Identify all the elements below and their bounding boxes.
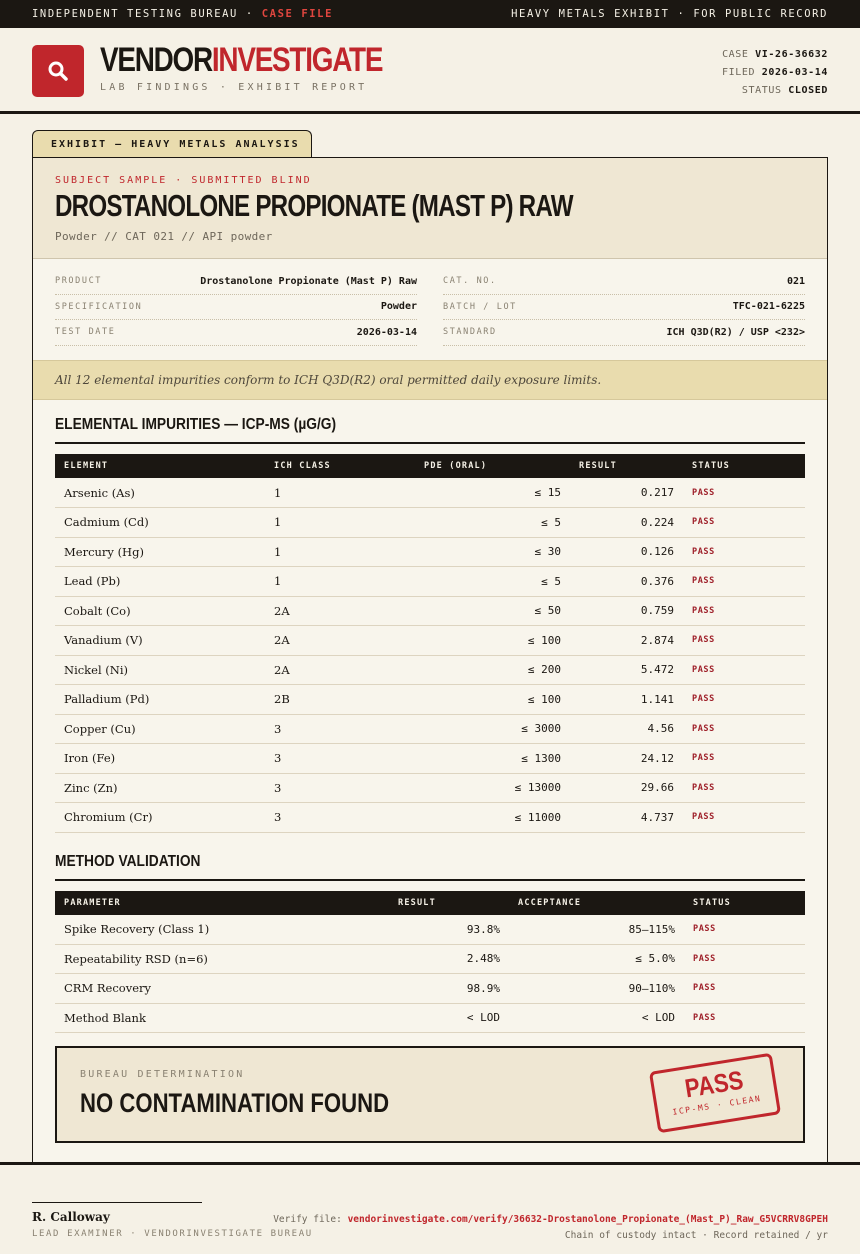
spec-row: [55, 295, 417, 321]
ich-class-cell: 2B: [265, 685, 415, 715]
pde-cell: ≤ 1300: [415, 744, 570, 774]
pde-cell: ≤ 11000: [415, 803, 570, 833]
ich-class-cell: 1: [265, 567, 415, 597]
status-badge: PASS: [683, 626, 805, 656]
element-cell: Palladium (Pd): [55, 685, 265, 715]
col-val-result: RESULT: [398, 897, 436, 908]
impurity-row: [55, 685, 805, 715]
status-badge: PASS: [684, 1003, 805, 1033]
determination-label: BUREAU DETERMINATION: [80, 1069, 245, 1080]
spec-row: [443, 320, 805, 346]
result-cell: 29.66: [570, 773, 683, 803]
examiner-name: R. Calloway: [32, 1210, 110, 1224]
pde-cell: ≤ 13000: [415, 773, 570, 803]
spec-row: [443, 295, 805, 321]
result-cell: 1.141: [570, 685, 683, 715]
spec-value: 2026-03-14: [356, 326, 417, 338]
element-cell: Mercury (Hg): [55, 537, 265, 567]
result-cell: 0.217: [570, 478, 683, 508]
pde-cell: ≤ 100: [415, 685, 570, 715]
spec-key: CAT. NO.: [443, 276, 497, 287]
impurity-row: [55, 537, 805, 567]
impurity-row: [55, 655, 805, 685]
ich-class-cell: 1: [265, 537, 415, 567]
status-badge: PASS: [683, 685, 805, 715]
status-badge: PASS: [683, 773, 805, 803]
logo: [32, 45, 84, 97]
footer: [0, 1162, 860, 1254]
col-result: RESULT: [579, 461, 617, 471]
pde-cell: ≤ 5: [415, 508, 570, 538]
result-cell: 4.737: [570, 803, 683, 833]
magnifier-icon: [46, 59, 70, 83]
col-pde: PDE (ORAL): [424, 461, 488, 471]
brand-subtitle: LAB FINDINGS · EXHIBIT REPORT: [100, 82, 368, 93]
top-bar-right: HEAVY METALS EXHIBIT · FOR PUBLIC RECORD: [511, 8, 828, 20]
impurity-row: [55, 478, 805, 508]
validation-title: METHOD VALIDATION: [55, 853, 805, 881]
spec-value: TFC-021-6225: [732, 301, 805, 313]
pde-cell: ≤ 100: [415, 626, 570, 656]
impurity-row: [55, 803, 805, 833]
val-result-cell: < LOD: [389, 1003, 509, 1033]
col-element: ELEMENT: [64, 461, 109, 471]
element-cell: Nickel (Ni): [55, 655, 265, 685]
verify-link[interactable]: vendorinvestigate.com/verify/36632-Drostanolone_Propionate_(Mast_P)_Raw_G5VCRRV8GPEH: [347, 1214, 828, 1225]
acceptance-cell: 90–110%: [509, 974, 684, 1004]
product-title: DROSTANOLONE PROPIONATE (MAST P) RAW: [55, 188, 573, 223]
col-status: STATUS: [692, 461, 730, 471]
result-cell: 24.12: [570, 744, 683, 774]
spec-row: [55, 320, 417, 346]
impurity-row: [55, 567, 805, 597]
col-val-status: STATUS: [693, 897, 731, 908]
spec-row: [55, 269, 417, 295]
spec-key: PRODUCT: [55, 276, 103, 287]
element-cell: Arsenic (As): [55, 478, 265, 508]
status-badge: PASS: [683, 655, 805, 685]
bureau-determination: [55, 1046, 805, 1143]
impurity-row: [55, 744, 805, 774]
element-cell: Lead (Pb): [55, 567, 265, 597]
result-cell: 0.759: [570, 596, 683, 626]
spec-column-left: [55, 269, 417, 348]
pde-cell: ≤ 200: [415, 655, 570, 685]
impurity-row: [55, 596, 805, 626]
ich-class-cell: 2A: [265, 655, 415, 685]
product-description: Powder // CAT 021 // API powder: [55, 230, 273, 243]
exhibit-panel: [32, 157, 828, 1162]
status-badge: PASS: [683, 714, 805, 744]
spec-value: 021: [786, 275, 805, 287]
header: [0, 28, 860, 114]
stamp-sub: ICP-MS · CLEAN: [671, 1093, 763, 1117]
val-result-cell: 93.8%: [389, 915, 509, 945]
col-ich-class: ICH CLASS: [274, 461, 331, 471]
val-result-cell: 98.9%: [389, 974, 509, 1004]
spec-column-right: [443, 269, 805, 348]
ich-class-cell: 2A: [265, 626, 415, 656]
parameter-cell: Repeatability RSD (n=6): [55, 944, 389, 974]
examiner-role: LEAD EXAMINER · VENDORINVESTIGATE BUREAU: [32, 1229, 313, 1239]
spec-key: STANDARD: [443, 327, 497, 338]
ich-class-cell: 3: [265, 744, 415, 774]
result-cell: 0.376: [570, 567, 683, 597]
brand-name: [100, 42, 382, 78]
col-acceptance: ACCEPTANCE: [518, 897, 582, 908]
element-cell: Zinc (Zn): [55, 773, 265, 803]
subject-sample: [33, 158, 827, 259]
status-badge: PASS: [683, 567, 805, 597]
conformance-note: All 12 elemental impurities conform to ICH Q3D(R2) oral permitted daily exposure limits.: [33, 360, 827, 400]
status-badge: PASS: [683, 508, 805, 538]
validation-row: [55, 974, 805, 1004]
verify-block: [273, 1212, 828, 1244]
parameter-cell: Spike Recovery (Class 1): [55, 915, 389, 945]
status-badge: PASS: [684, 974, 805, 1004]
stamp-main: PASS: [682, 1064, 745, 1104]
status-badge: PASS: [683, 744, 805, 774]
ich-class-cell: 3: [265, 803, 415, 833]
col-parameter: PARAMETER: [64, 897, 121, 908]
impurities-table: [55, 454, 805, 833]
ich-class-cell: 1: [265, 478, 415, 508]
element-cell: Vanadium (V): [55, 626, 265, 656]
spec-value: Powder: [380, 301, 417, 313]
element-cell: Copper (Cu): [55, 714, 265, 744]
validation-row: [55, 915, 805, 945]
verify-label: Verify file:: [273, 1214, 342, 1225]
custody-note: Chain of custody intact · Record retained / yr: [564, 1230, 828, 1241]
status-badge: PASS: [683, 596, 805, 626]
ich-class-cell: 3: [265, 714, 415, 744]
brand-part-vendor: VENDOR: [100, 41, 212, 79]
acceptance-cell: ≤ 5.0%: [509, 944, 684, 974]
case-meta: [722, 46, 828, 100]
impurity-row: [55, 626, 805, 656]
acceptance-cell: < LOD: [509, 1003, 684, 1033]
determination-value: NO CONTAMINATION FOUND: [80, 1088, 390, 1118]
element-cell: Chromium (Cr): [55, 803, 265, 833]
status-badge: PASS: [683, 803, 805, 833]
pde-cell: ≤ 5: [415, 567, 570, 597]
status-badge: PASS: [684, 915, 805, 945]
status-badge: PASS: [683, 478, 805, 508]
top-bar: [0, 0, 860, 28]
impurity-row: [55, 773, 805, 803]
spec-value: ICH Q3D(R2) / USP <232>: [666, 326, 805, 338]
case-status: STATUS CLOSED: [741, 85, 828, 96]
spec-key: BATCH / LOT: [443, 301, 517, 312]
pde-cell: ≤ 50: [415, 596, 570, 626]
ich-class-cell: 1: [265, 508, 415, 538]
result-cell: 5.472: [570, 655, 683, 685]
exhibit-tab: EXHIBIT — HEAVY METALS ANALYSIS: [32, 130, 312, 158]
ich-class-cell: 3: [265, 773, 415, 803]
val-result-cell: 2.48%: [389, 944, 509, 974]
subject-kicker: SUBJECT SAMPLE · SUBMITTED BLIND: [55, 175, 312, 186]
signature-line: [32, 1202, 202, 1203]
impurity-row: [55, 714, 805, 744]
impurities-header-row: [55, 454, 805, 478]
impurity-row: [55, 508, 805, 538]
top-bar-left: [32, 8, 333, 20]
spec-row: [443, 269, 805, 295]
spec-key: SPECIFICATION: [55, 301, 143, 312]
spec-value: Drostanolone Propionate (Mast P) Raw: [200, 275, 417, 287]
result-cell: 0.126: [570, 537, 683, 567]
ich-class-cell: 2A: [265, 596, 415, 626]
pde-cell: ≤ 30: [415, 537, 570, 567]
impurities-section: [33, 416, 827, 1033]
pde-cell: ≤ 3000: [415, 714, 570, 744]
impurities-title: ELEMENTAL IMPURITIES — ICP-MS (µG/G): [55, 416, 805, 444]
result-cell: 4.56: [570, 714, 683, 744]
brand-part-investigate: INVESTIGATE: [211, 41, 383, 79]
filed-date: FILED 2026-03-14: [722, 67, 828, 78]
acceptance-cell: 85–115%: [509, 915, 684, 945]
bureau-label: INDEPENDENT TESTING BUREAU ·: [32, 8, 254, 20]
case-file-label: CASE FILE: [261, 8, 334, 20]
pde-cell: ≤ 15: [415, 478, 570, 508]
pass-stamp: [649, 1053, 781, 1134]
element-cell: Cobalt (Co): [55, 596, 265, 626]
result-cell: 2.874: [570, 626, 683, 656]
verify-line: [273, 1212, 828, 1228]
element-cell: Cadmium (Cd): [55, 508, 265, 538]
status-badge: PASS: [683, 537, 805, 567]
validation-row: [55, 944, 805, 974]
element-cell: Iron (Fe): [55, 744, 265, 774]
validation-table: [55, 891, 805, 1034]
case-number: CASE VI-26-36632: [722, 49, 828, 60]
result-cell: 0.224: [570, 508, 683, 538]
parameter-cell: CRM Recovery: [55, 974, 389, 1004]
validation-row: [55, 1003, 805, 1033]
spec-grid: [33, 259, 827, 360]
validation-header-row: [55, 891, 805, 915]
spec-key: TEST DATE: [55, 327, 116, 338]
status-badge: PASS: [684, 944, 805, 974]
parameter-cell: Method Blank: [55, 1003, 389, 1033]
